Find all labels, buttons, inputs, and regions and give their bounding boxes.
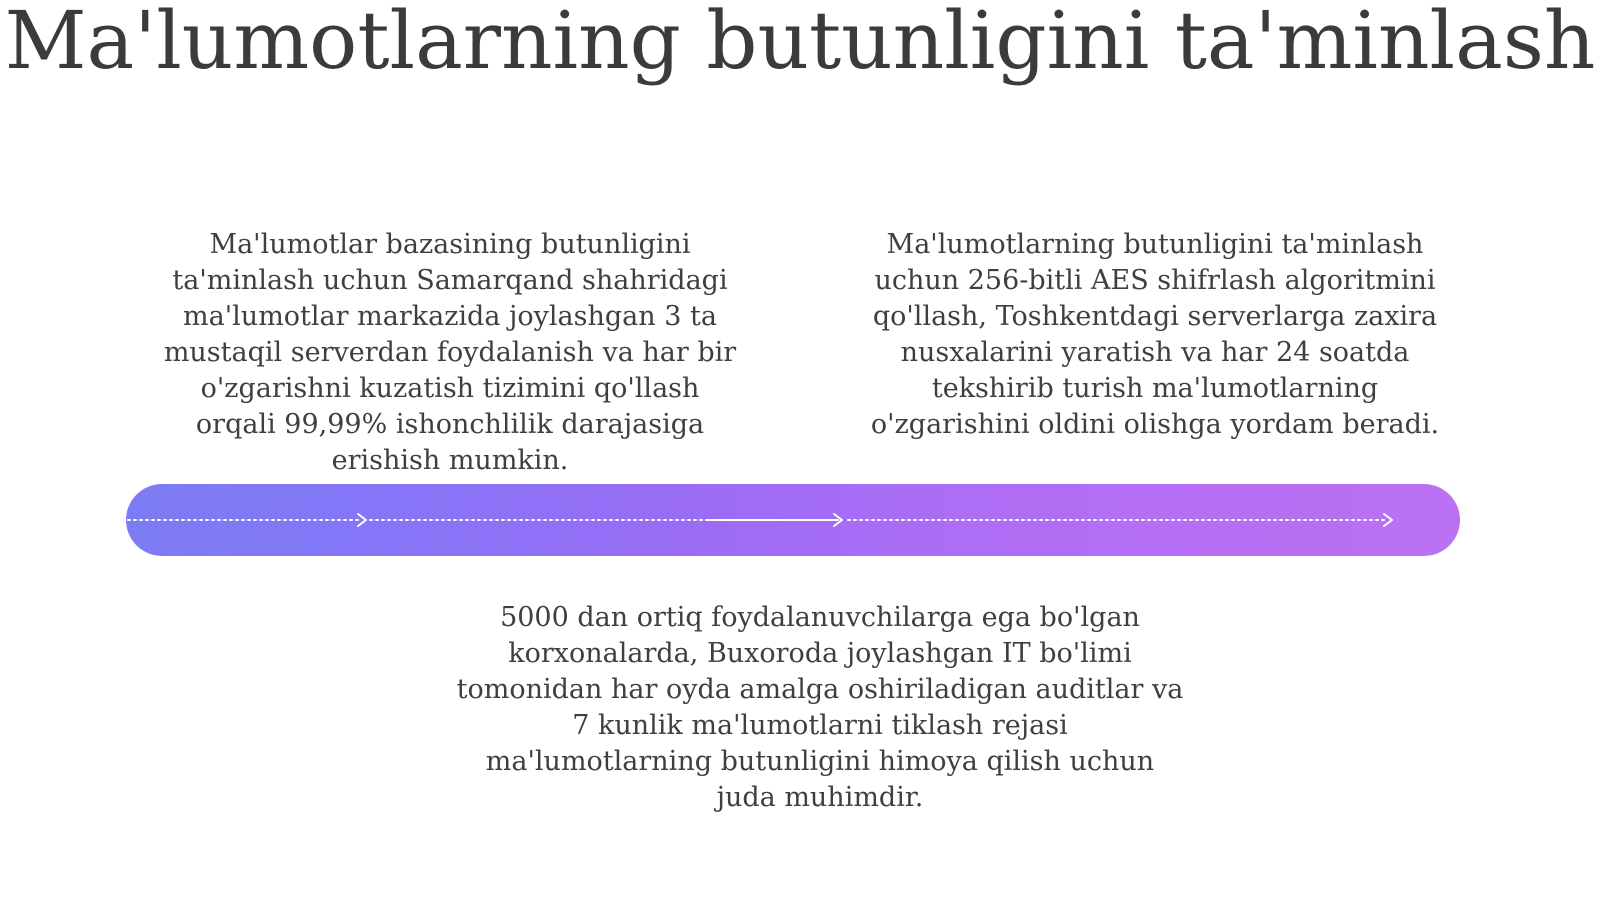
timeline-arrows	[126, 484, 1460, 556]
text-block-bottom: 5000 dan ortiq foydalanuvchilarga ega bo'lgan korxonalarda, Buxoroda joylashgan IT bo'limi tomonidan har oyda amalga oshiriladigan auditlar va 7 kunlik ma'lumotlarni tiklash rejasi ma'lumotlarning butunligini himoya qilish uchun juda muhimdir.	[456, 602, 1184, 813]
text-block-left: Ma'lumotlar bazasining butunligini ta'minlash uchun Samarqand shahridagi ma'lumotlar markazida joylashgan 3 ta mustaqil serverdan foydalanish va har bir o'zgarishni kuzatish tizimini qo'llash orqali 99,99% ishonchlilik darajasiga erishish mumkin.	[163, 229, 737, 476]
timeline-bar	[126, 484, 1460, 556]
page-title: Ma'lumotlarning butunligini ta'minlash	[4, 0, 1596, 87]
text-block-right: Ma'lumotlarning butunligini ta'minlash uchun 256-bitli AES shifrlash algoritmini qo'llash, Toshkentdagi serverlarga zaxira nusxalarini yaratish va har 24 soatda tekshirib turish ma'lumotlarning o'zgarishini oldini olishga yordam beradi.	[870, 229, 1440, 440]
